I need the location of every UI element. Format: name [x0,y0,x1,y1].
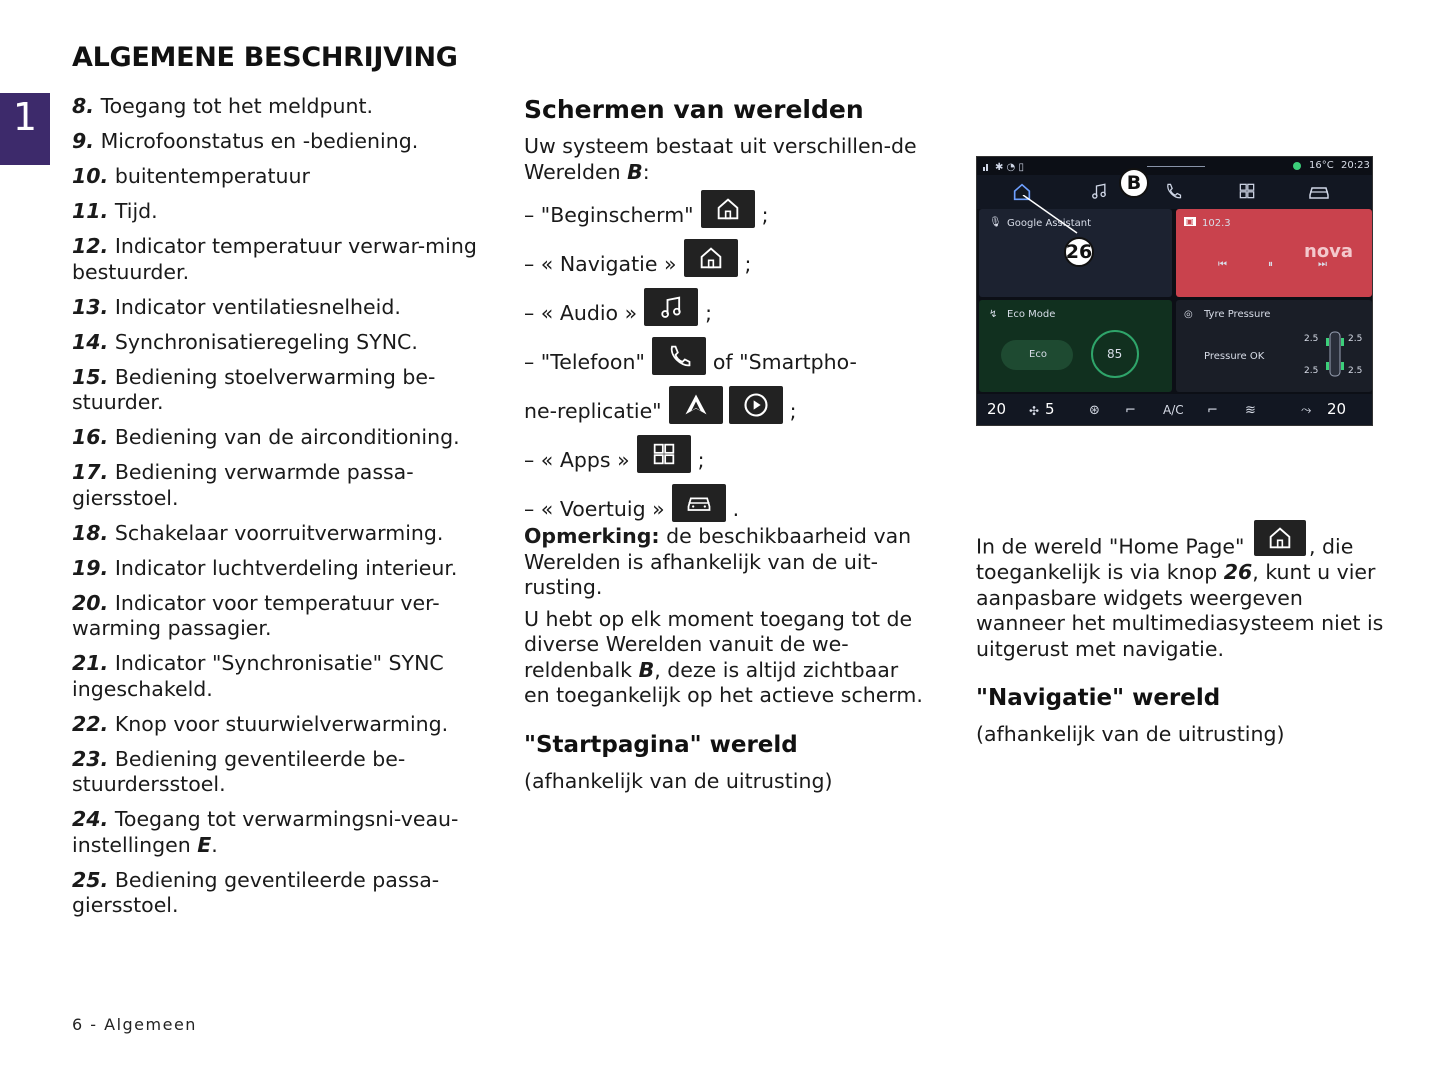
legend-list [72,94,482,928]
page-footer: 6 - Algemeen [72,1015,197,1034]
home-section [976,520,1386,748]
temp-right[interactable]: 20 [1327,400,1347,418]
radio-brand: nova [1304,241,1354,262]
legend-item: 10. buitentemperatuur [72,164,310,188]
ac-button[interactable]: A/C [1163,403,1184,417]
nav-heading: "Navigatie" wereld [976,685,1221,711]
legend-item: 14. Synchronisatieregeling SYNC. [72,329,418,354]
legend-item: 19. Indicator luchtverdeling interieur. [72,555,458,580]
home-icon [1254,520,1306,556]
worlds-section [524,94,929,794]
eco-label: Eco [1029,349,1047,360]
tyre-front-left: 2.5 [1304,334,1319,344]
signal-icon [981,159,1041,173]
tyre-status: Pressure OK [1204,351,1265,362]
note: Opmerking: de beschikbaarheid van Werelden is afhankelijk van de uit-rusting. [524,524,912,599]
widget-eco-mode[interactable] [979,300,1172,392]
screen-temperature: 16°C [1309,160,1334,171]
phone-icon [652,337,706,375]
legend-item: 16. Bediening van de airconditioning. [72,425,460,449]
svg-text:✱ ◔ ▯: ✱ ◔ ▯ [995,162,1024,173]
world-list-item: – "Beginscherm" ; [524,179,929,228]
phone-icon[interactable] [1163,181,1183,201]
apps-grid-icon[interactable] [1237,181,1257,201]
tyre-rear-right: 2.5 [1348,366,1363,376]
widget-radio[interactable] [1176,209,1372,297]
apps-grid-icon [637,435,691,473]
eco-value: 85 [1107,347,1123,361]
legend-item: 24. Toegang tot verwarmingsni-veau-instellingen E. [72,807,459,857]
next-icon[interactable]: ⏭ [1318,259,1327,270]
worlds-bar-paragraph: U hebt op elk moment toegang tot de diverse Werelden vanuit de we-reldenbalk B, deze is altijd zichtbaar en toegankelijk op het actieve scherm. [524,606,923,707]
legend-item: 21. Indicator "Synchronisatie" SYNC ingeschakeld. [72,651,444,701]
page-title: ALGEMENE BESCHRIJVING [72,42,458,73]
android-auto-icon [669,386,723,424]
airflow-icon[interactable]: ⤳ [1301,403,1312,418]
tyre-icon: ◎ [1184,309,1193,320]
start-subtitle: (afhankelijk van de uitrusting) [524,768,833,793]
legend-item: 20. Indicator voor temperatuur ver-warming passagier. [72,590,440,640]
tyre-rear-left: 2.5 [1304,366,1319,376]
multimedia-screen [976,156,1373,426]
defrost-icon[interactable]: ≋ [1245,403,1256,418]
eco-title: Eco Mode [1007,309,1056,320]
steering-wheel-icon[interactable]: ⊛ [1089,403,1100,418]
car-icon[interactable] [1307,181,1331,201]
legend-item: 11. Tijd. [72,199,158,223]
widget-google-assistant[interactable] [979,209,1172,297]
worlds-heading: Schermen van werelden [524,95,864,124]
worlds-intro: Uw systeem bestaat uit verschillen-de Werelden B: [524,134,917,184]
tyre-title: Tyre Pressure [1204,309,1271,320]
radio-icon: ▣ [1186,217,1194,226]
legend-item: 12. Indicator temperatuur verwar-ming bestuurder. [72,234,477,284]
world-list-item: – « Audio » ; [524,277,929,326]
legend-item: 15. Bediening stoelverwarming be-stuurder. [72,364,436,414]
legend-item: 18. Schakelaar voorruitverwarming. [72,520,444,545]
worlds-list [524,179,929,522]
music-note-icon[interactable] [1089,181,1109,201]
start-heading: "Startpagina" wereld [524,731,798,758]
home-paragraph: In de wereld "Home Page" , die toegankelijk is via knop 26, kunt u vier aanpasbare widgets weergeven wanneer het multimediasysteem niet is uitgerust met navigatie. [976,520,1386,662]
fan-speed[interactable]: 5 [1045,400,1055,418]
legend-item: 17. Bediening verwarmde passa-giersstoel. [72,460,414,510]
eco-leaf-icon: ↯ [989,309,998,320]
world-list-item: – « Voertuig » . [524,473,929,522]
legend-item: 13. Indicator ventilatiesnelheid. [72,294,401,319]
car-icon [672,484,726,522]
carplay-icon [729,386,783,424]
world-list-item: – « Apps » ; [524,424,929,473]
widget-tyre-pressure[interactable] [1176,300,1372,392]
radio-frequency: 102.3 [1202,218,1231,229]
microphone-icon: 🎙 [989,217,1002,228]
music-note-icon [644,288,698,326]
seat-heat-passenger-icon[interactable]: ⌐ [1207,403,1218,418]
home-icon [684,239,738,277]
screen-clock: 20:23 [1341,160,1370,171]
legend-item: 22. Knop voor stuurwielverwarming. [72,711,449,736]
drag-handle[interactable] [1147,166,1205,167]
legend-item: 25. Bediening geventileerde passa-giersstoel. [72,867,440,917]
temp-left[interactable]: 20 [987,400,1007,418]
badge-b: B [1119,168,1149,198]
google-assistant-label: Google Assistant [1007,218,1091,229]
callout-line [1019,195,1089,235]
legend-item: 23. Bediening geventileerde be-stuurdersstoel. [72,746,406,796]
status-dot [1293,162,1301,170]
seat-heat-icon[interactable]: ⌐ [1125,403,1136,418]
legend-item: 9. Microfoonstatus en -bediening. [72,129,419,153]
car-top-icon [1324,328,1346,380]
screen-status-bar [977,157,1372,175]
tyre-front-right: 2.5 [1348,334,1363,344]
climate-bar [977,394,1372,426]
chapter-tab: 1 [0,93,50,165]
pause-icon[interactable]: ⏸ [1268,259,1273,270]
legend-item: 8. Toegang tot het meldpunt. [72,94,374,118]
badge-26: 26 [1064,237,1094,267]
world-list-item: – « Navigatie » ; [524,228,929,277]
fan-icon: ✣ [1029,404,1040,418]
world-list-item: – "Telefoon" of "Smartpho- [524,326,929,375]
nav-subtitle: (afhankelijk van de uitrusting) [976,722,1285,746]
world-list-item: ne-replicatie" ; [524,375,929,424]
home-icon [701,190,755,228]
previous-icon[interactable]: ⏮ [1218,259,1227,270]
